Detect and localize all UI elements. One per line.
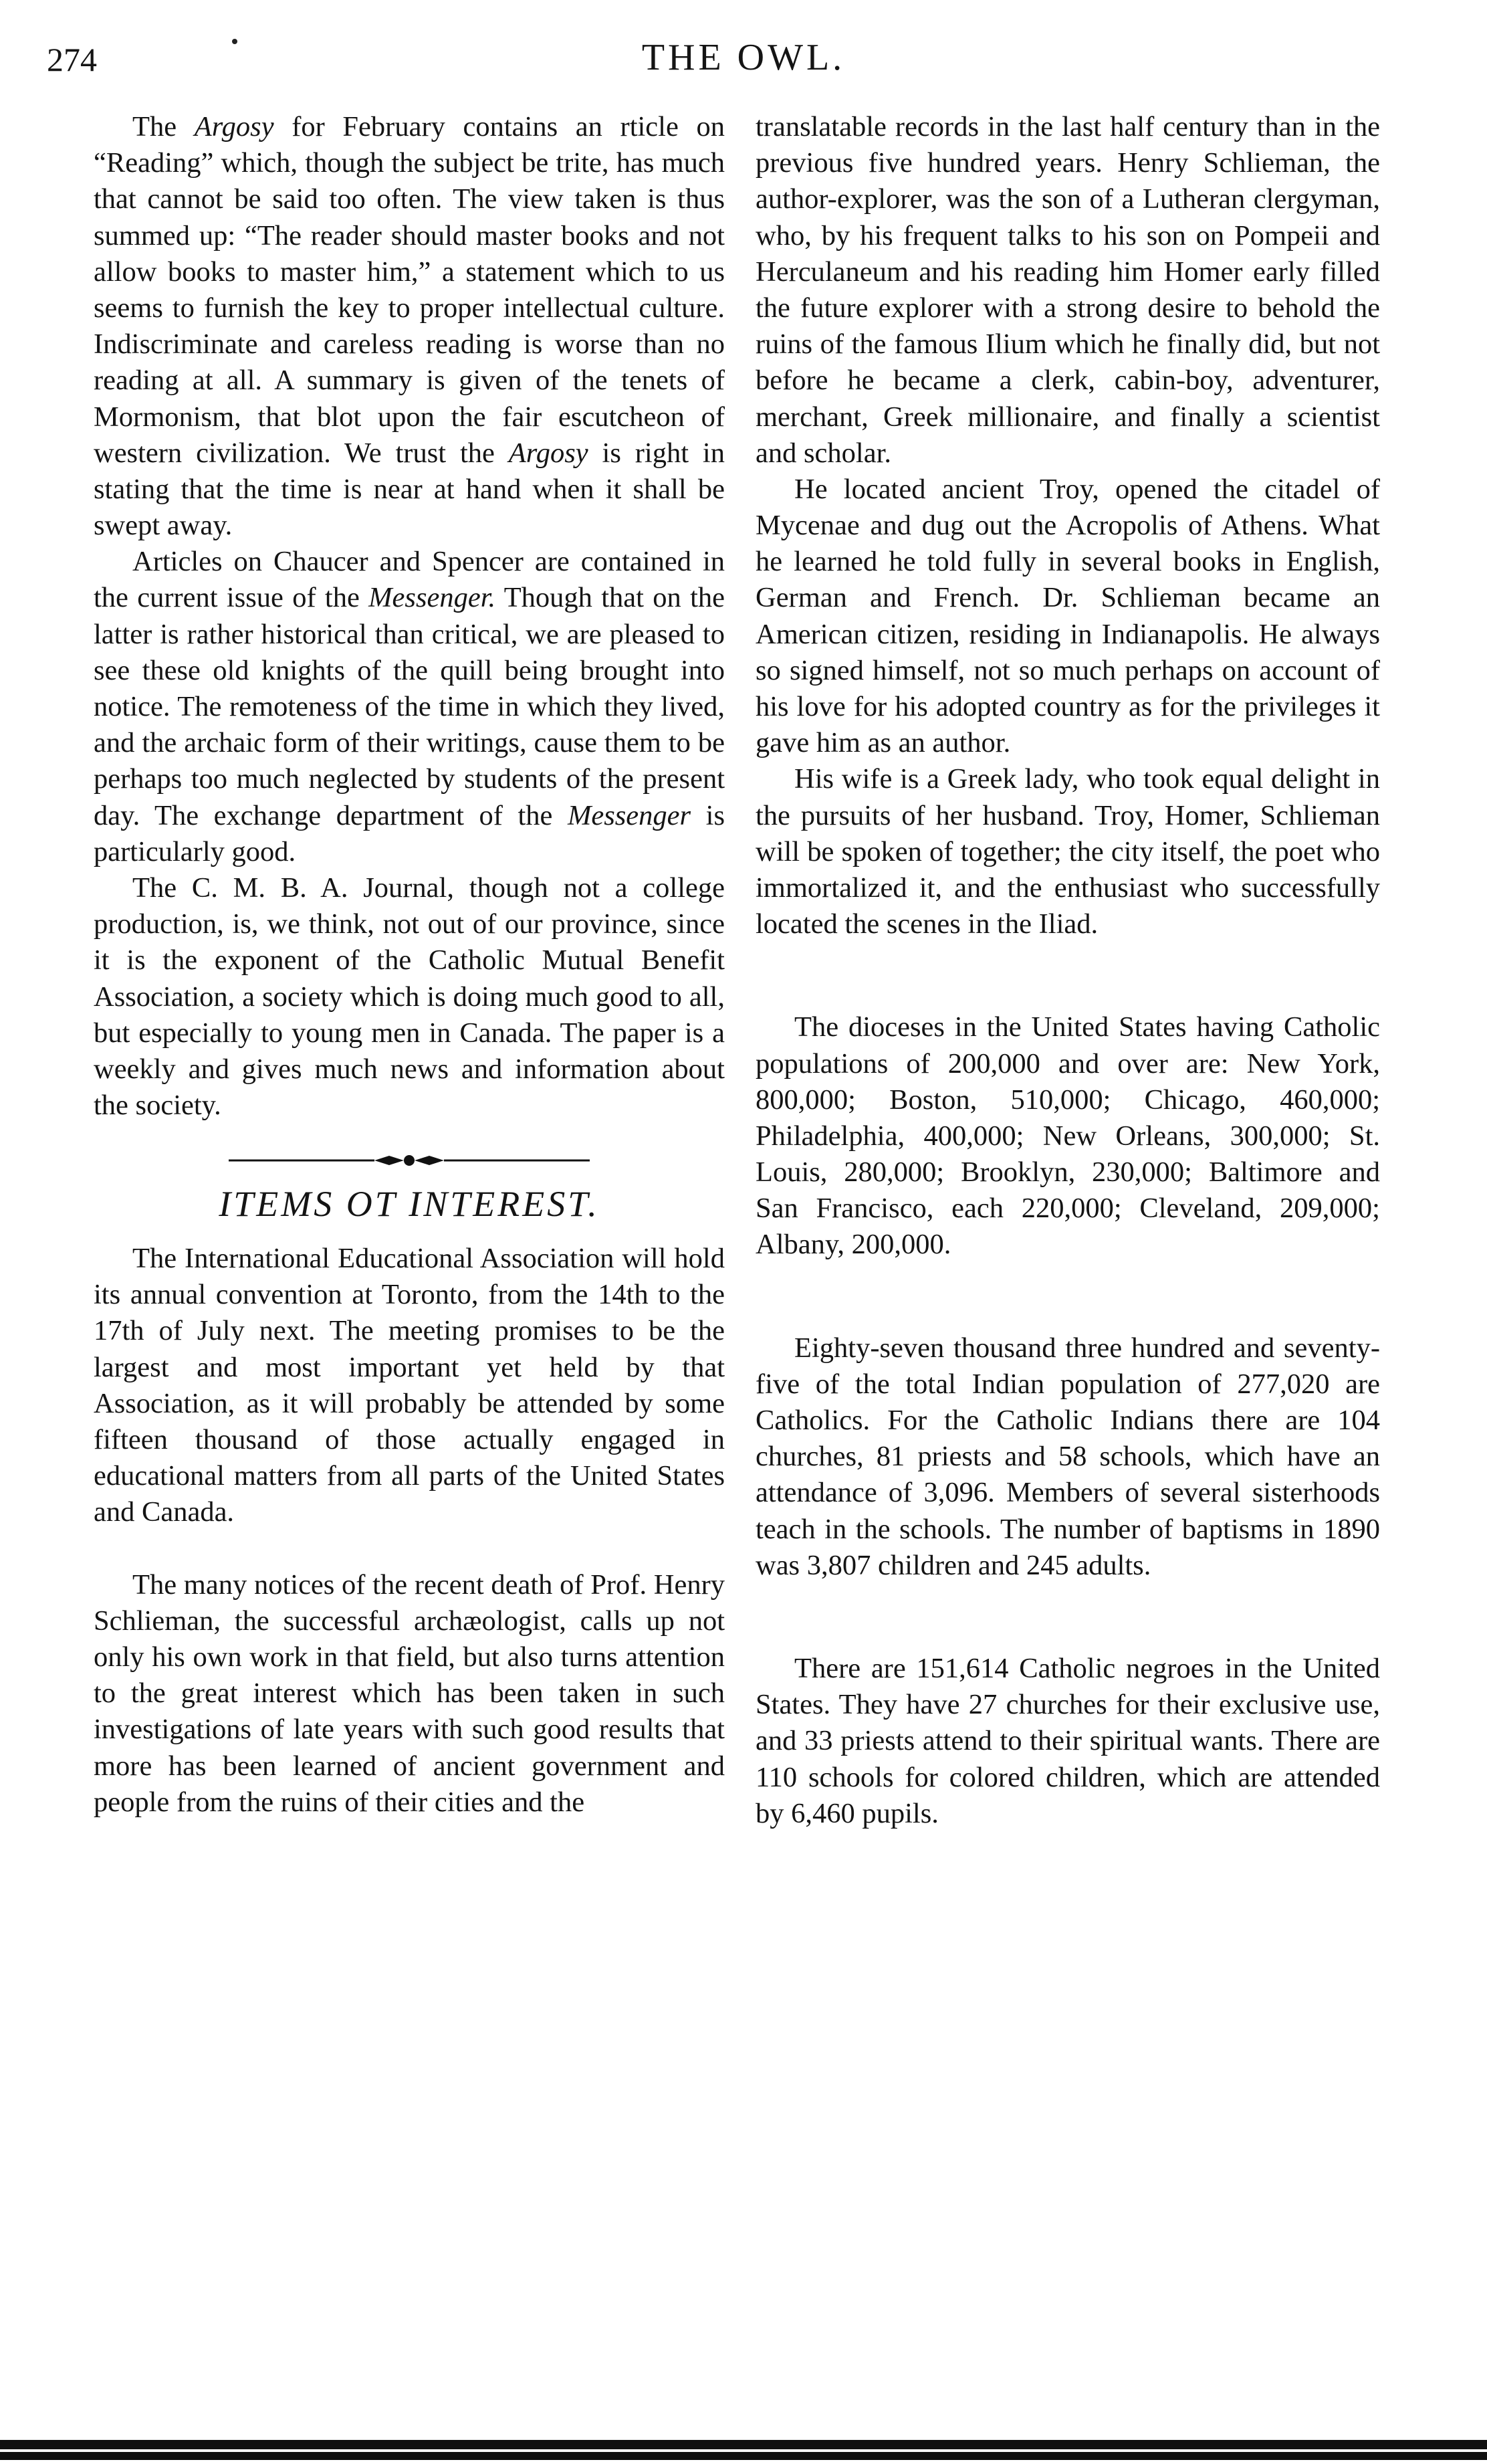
section-divider-ornament [229,1152,590,1169]
bottom-border-rule [0,2435,1487,2464]
page-header [0,33,1487,87]
argosy-review-paragraph: The Argosy for February contains an rticle on “Reading” which, though the subject be trite, has much that cannot be said too often. The view taken is thus summed up: “The reader should master books and not allow books to master him,” a statement which to us seems to furnish the key to proper intellectual culture. Indiscriminate and careless reading is worse than no reading at all. A summary is given of the tenets of Mormonism, that blot upon the fair escutcheon of western civilization. We trust the Argosy is right in stating that the time is near at hand when it shall be swept away. [94,111,725,542]
dioceses-paragraph: The dioceses in the United States having Catholic populations of 200,000 and over are: New York, 800,000; Boston, 510,000; Chicago, 460,000; Philadelphia, 400,000; New Orleans, 300,000; St. Louis, 280,000; Brooklyn, 230,000; Baltimore and San Francisco, each 220,000; Cleveland, 209,000; Albany, 200,000. [756,1011,1380,1261]
right-column [756,109,1380,1832]
negroes-paragraph: There are 151,614 Catholic negroes in the United States. They have 27 churches for their exclusive use, and 33 priests attend to their spiritual wants. There are 110 schools for colored children, which are attended by 6,460 pupils. [756,1652,1380,1829]
wife-paragraph: His wife is a Greek lady, who took equal delight in the pursuits of her husband. Troy, Homer, Schlieman will be spoken of together; the city itself, the poet who immortalized it, and the enthusiast who successfully located the scenes in the Iliad. [756,763,1380,940]
running-title: THE OWL. [641,37,846,78]
messenger-title: Messenger. [368,582,496,614]
left-column [94,109,725,1821]
troy-paragraph: He located ancient Troy, opened the citadel of Mycenae and dug out the Acropolis of Athens. What he learned he told fully in several books in English, German and French. Dr. Schlieman became an American citizen, residing in Indianapolis. He always so signed himself, not so much perhaps on account of his love for his adopted country as for the privileges it gave him as an author. [756,473,1380,759]
convention-paragraph: The International Educational Association will hold its annual convention at Toronto, from the 14th to the 17th of July next. The meeting promises to be the largest and most important yet held by that Association, as it will probably be attended by some fifteen thousand of those actually engaged in educational matters from all parts of the United States and Canada. [94,1243,725,1528]
cmba-journal-paragraph: The C. M. B. A. Journal, though not a college production, is, we think, not out of our province, since it is the exponent of the Catholic Mutual Benefit Association, a society which is doing much good to all, but especially to young men in Canada. The paper is a weekly and gives much news and information about the society. [94,871,725,1122]
section-title: ITEMS OT INTEREST. [219,1184,600,1225]
schlieman-paragraph: The many notices of the recent death of Prof. Henry Schlieman, the successful archæologist, calls up not only his own work in that field, but also turns attention to the great interest which has been taken in such investigations of late years with such good results that more has been learned of ancient government and people from the ruins of their cities and the [94,1568,725,1818]
messenger-review-paragraph: Articles on Chaucer and Spencer are contained in the current issue of the Messenger. Though that on the latter is rather historical than critical, we are pleased to see these old knights of the quill being brought into notice. The remoteness of the time in which they lived, and the archaic form of their writings, cause them to be perhaps too much neglected by students of the present day. The exchange department of the Messenger is particularly good. [94,546,725,867]
argosy-title: Argosy [194,111,274,142]
messenger-title: Messenger [567,799,691,831]
schlieman-continued-paragraph: translatable records in the last half century than in the previous five hundred years. Henry Schlieman, the author-explorer, was the son of a Lutheran clergyman, who, by his frequent talks to his son on Pompeii and Herculaneum and his reading him Homer early filled the future explorer with a strong desire to behold the ruins of the famous Ilium which he finally did, but not before he became a clerk, cabin-boy, adventurer, merchant, Greek millionaire, and finally a scientist and scholar. [756,111,1380,469]
page-number: 274 [47,41,97,78]
indian-population-paragraph: Eighty-seven thousand three hundred and seventy-five of the total Indian population of 277,020 are Catholics. For the Catholic Indians there are 104 churches, 81 priests and 58 schools, which have an attendance of 3,096. Members of several sisterhoods teach in the schools. The number of baptisms in 1890 was 3,807 children and 245 adults. [756,1332,1380,1581]
argosy-title: Argosy [508,437,588,469]
